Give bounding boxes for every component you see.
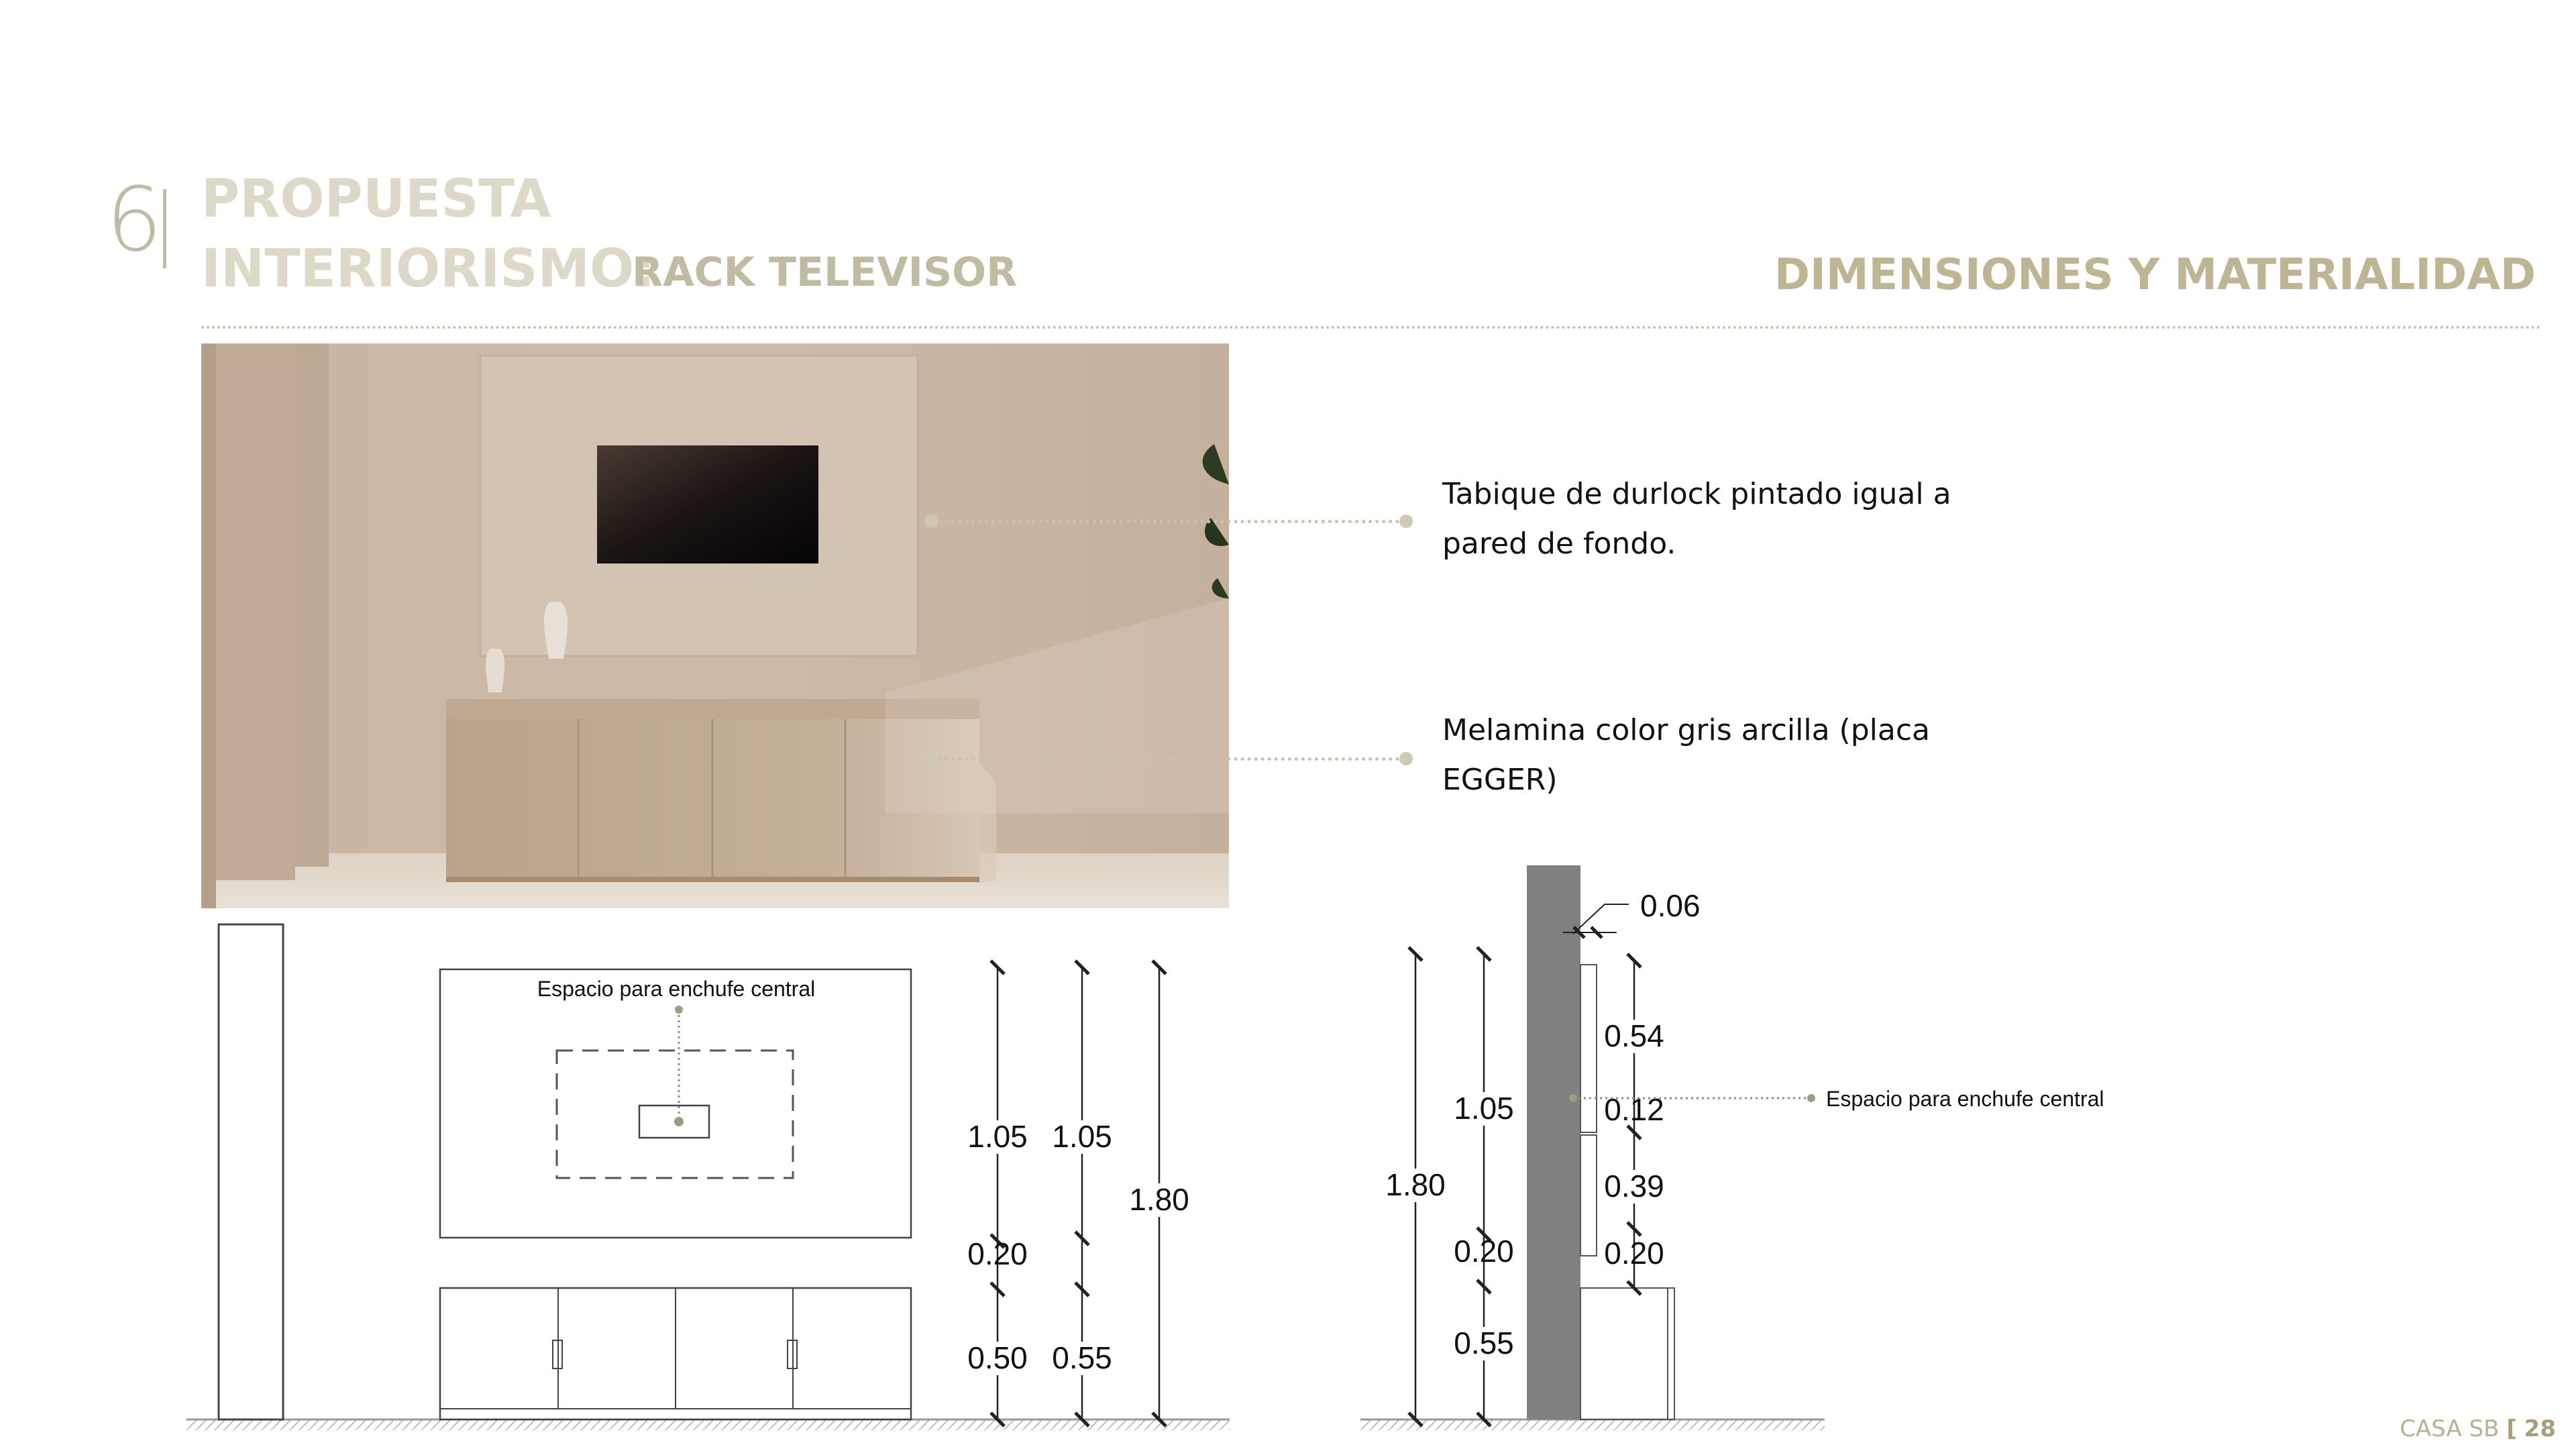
note-melamina xyxy=(1442,706,1979,805)
leader-line-durlock xyxy=(931,520,1406,523)
socket-label-front: Espacio para enchufe central xyxy=(537,977,816,1001)
dim-front-c1-1: 1.05 xyxy=(967,1119,1028,1154)
note-melamina-line2: EGGER) xyxy=(1442,763,1558,797)
footer-bracket: [ xyxy=(2506,1415,2517,1442)
dim-side-left-4: 0.55 xyxy=(1454,1326,1514,1360)
dim-front-c1-3: 0.50 xyxy=(967,1340,1028,1375)
tv-rack-render xyxy=(201,343,1229,908)
render-image xyxy=(201,343,1229,908)
note-durlock xyxy=(1442,470,1979,569)
footer-label: CASA SB xyxy=(2400,1415,2500,1442)
dim-side-left-3: 0.20 xyxy=(1454,1234,1514,1269)
leader-dot-end xyxy=(1399,752,1413,765)
dim-front-c1-2: 0.20 xyxy=(967,1236,1028,1271)
leader-dot-start xyxy=(924,752,938,765)
front-elevation xyxy=(186,924,1230,1430)
section-divider xyxy=(163,189,166,268)
dim-side-left-2: 1.05 xyxy=(1454,1091,1514,1126)
dim-front-c2-2: 0.55 xyxy=(1052,1340,1112,1375)
page-title-line2: INTERIORISMO: xyxy=(201,239,655,299)
note-melamina-line1: Melamina color gris arcilla (placa xyxy=(1442,713,1930,747)
technical-drawings xyxy=(0,888,2576,1449)
section-number: 6 xyxy=(106,168,162,272)
dim-front-c3-1: 1.80 xyxy=(1129,1182,1189,1217)
leader-line-melamina xyxy=(931,757,1406,761)
page-subtitle: RACK TELEVISOR xyxy=(632,249,1018,296)
socket-label-side: Espacio para enchufe central xyxy=(1826,1087,2104,1111)
dim-side-left-1: 1.80 xyxy=(1385,1167,1446,1202)
dim-side-right-5: 0.20 xyxy=(1604,1236,1664,1271)
note-durlock-line1: Tabique de durlock pintado igual a xyxy=(1442,477,1951,511)
section-heading-right: DIMENSIONES Y MATERIALIDAD xyxy=(1774,250,2536,300)
note-durlock-line2: pared de fondo. xyxy=(1442,527,1676,561)
leader-dot-start xyxy=(924,515,938,528)
header-divider xyxy=(201,326,2542,329)
dim-side-right-2: 0.54 xyxy=(1604,1018,1664,1053)
page-title-line1: PROPUESTA xyxy=(201,169,551,229)
page-number: 28 xyxy=(2524,1415,2556,1442)
dim-side-right-4: 0.39 xyxy=(1604,1169,1664,1203)
dim-side-right-1: 0.06 xyxy=(1640,888,1701,923)
side-section xyxy=(1360,865,2104,1430)
dim-front-c2-1: 1.05 xyxy=(1052,1119,1112,1154)
leader-dot-end xyxy=(1399,515,1413,528)
page-footer xyxy=(2400,1415,2556,1442)
dim-side-right-3: 0.12 xyxy=(1604,1092,1664,1127)
